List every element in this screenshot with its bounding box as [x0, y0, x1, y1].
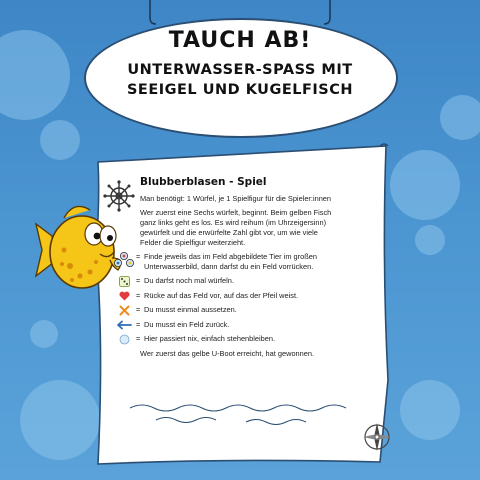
rules-line: gewürfelt und die erwürfelte Zahl gibt vor, um wie viele — [140, 228, 318, 237]
wave-decoration — [126, 400, 366, 430]
bubble — [400, 380, 460, 440]
bubble — [415, 225, 445, 255]
game-heading: Blubberblasen - Spiel — [140, 176, 267, 188]
equals-sign: = — [136, 291, 141, 300]
animal-circles-icon — [112, 252, 136, 268]
legend-row-animals — [112, 252, 374, 272]
bubble — [40, 120, 80, 160]
equals-sign: = — [136, 320, 141, 329]
rules-line: Wer zuerst eine Sechs würfelt, beginnt. Beim gelben Fisch — [140, 208, 332, 217]
bubble — [440, 95, 480, 140]
yellow-fish-icon — [34, 196, 126, 306]
page-subtitle — [0, 60, 480, 100]
dice-icon — [112, 276, 136, 287]
equals-sign: = — [136, 252, 141, 261]
bubble — [390, 150, 460, 220]
rules-line: Felder die Spielfigur weiterzieht. — [140, 238, 246, 247]
rules-panel — [136, 176, 374, 363]
rules-line: ganz links geht es los. Es wird reihum (im Uhrzeigersinn) — [140, 218, 327, 227]
subtitle-line-1: UNTERWASSER-SPASS MIT — [127, 62, 353, 78]
equals-sign: = — [136, 276, 141, 285]
legend-text: Du musst ein Feld zurück. — [144, 320, 230, 329]
empty-circle-icon — [112, 334, 136, 345]
legend-text: Rücke auf das Feld vor, auf das der Pfeil weist. — [144, 291, 299, 300]
legend-row-cross — [112, 305, 374, 316]
rules-intro — [140, 208, 374, 248]
finish-text: Wer zuerst das gelbe U-Boot erreicht, hat gewonnen. — [140, 349, 315, 358]
legend-text: Du musst einmal aussetzen. — [144, 305, 237, 314]
arrow-left-icon — [112, 320, 136, 330]
legend-text: Du darfst noch mal würfeln. — [144, 276, 234, 285]
legend-row-dice — [112, 276, 374, 287]
legend-text — [144, 252, 374, 272]
bubble — [30, 320, 58, 348]
legend-row-arrow — [112, 320, 374, 330]
heart-icon — [112, 291, 136, 301]
equals-sign: = — [136, 334, 141, 343]
legend-line: Unterwasserbild, dann darfst du ein Feld vorrücken. — [144, 262, 314, 271]
cross-icon — [112, 305, 136, 316]
subtitle-line-2: SEEIGEL UND KUGELFISCH — [126, 82, 354, 98]
legend-line: Finde jeweils das im Feld abgebildete Tier im großen — [144, 252, 317, 261]
page-title: TAUCH AB! — [168, 28, 312, 53]
compass-icon — [360, 420, 394, 454]
legend-row-empty — [112, 334, 374, 345]
equals-sign: = — [136, 305, 141, 314]
material-text: Man benötigt: 1 Würfel, je 1 Spielfigur für die Spieler:innen — [140, 194, 332, 203]
legend-row-heart — [112, 291, 374, 301]
legend-text: Hier passiert nix, einfach stehenbleiben. — [144, 334, 276, 343]
